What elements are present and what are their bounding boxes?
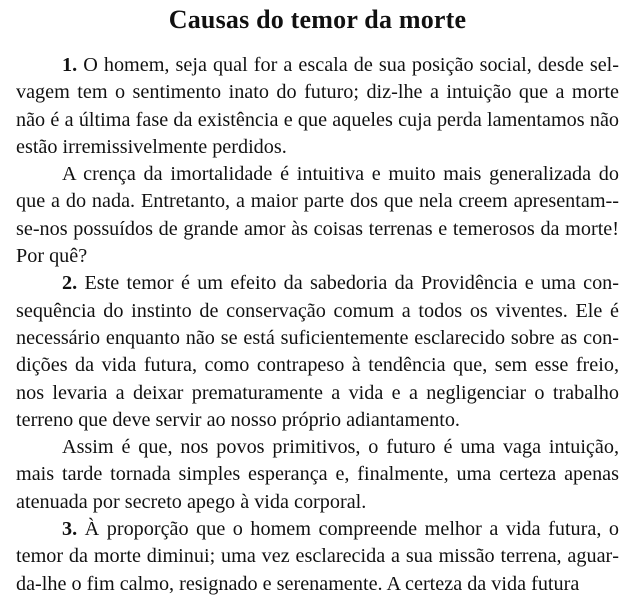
- paragraph-5: [16, 516, 619, 598]
- page-title: Causas do temor da morte: [168, 5, 467, 34]
- paragraph-text: À proporção que o homem compreende melhor a vida futura, o temor da morte diminui; uma vez esclarecida a sua missão terrena, aguarda-lhe o fim calmo, resignado e serenamente. A certeza da vida futura: [16, 518, 619, 595]
- paragraph-text: Este temor é um efeito da sabedoria da Providência e uma consequência do instinto de conservação comum a todos os viventes. Ele é necessário enquanto não se está suficientemente esclarecido sobre as condições da vida futura, como contrapeso à tendência que, sem esse freio, nos levaria a deixar prematuramente a vida e a negligenciar o trabalho terreno que deve servir ao nosso próprio adiantamento.: [16, 272, 619, 431]
- paragraph-text: A crença da imortalidade é intuitiva e muito mais generalizada do que a do nada. Entretanto, a maior parte dos que nela creem apresentam‑​-se-nos possuídos de grande amor às coisas terrenas e temerosos da morte! Por quê?: [16, 163, 619, 268]
- paragraph-number: 2.: [62, 272, 78, 295]
- paragraph-text: Assim é que, nos povos primitivos, o futuro é uma vaga intuição, mais tarde tornada simples esperança e, finalmente, uma certeza apenas atenuada por secreto apego à vida corporal.: [16, 436, 619, 513]
- paragraph-number: 3.: [62, 518, 78, 541]
- paragraph-number: 1.: [62, 54, 78, 76]
- paragraph-3: [16, 270, 619, 434]
- paragraph-1: [16, 52, 619, 161]
- paragraph-4: [16, 434, 619, 516]
- paragraph-2: [16, 161, 619, 270]
- paragraph-text: O homem, seja qual for a escala de sua posição social, desde selvagem tem o sentimento inato do futuro; diz-lhe a intuição que a morte não é a última fase da existência e que aqueles cuja perda lamentamos não estão irremissivelmente perdidos.: [16, 54, 619, 158]
